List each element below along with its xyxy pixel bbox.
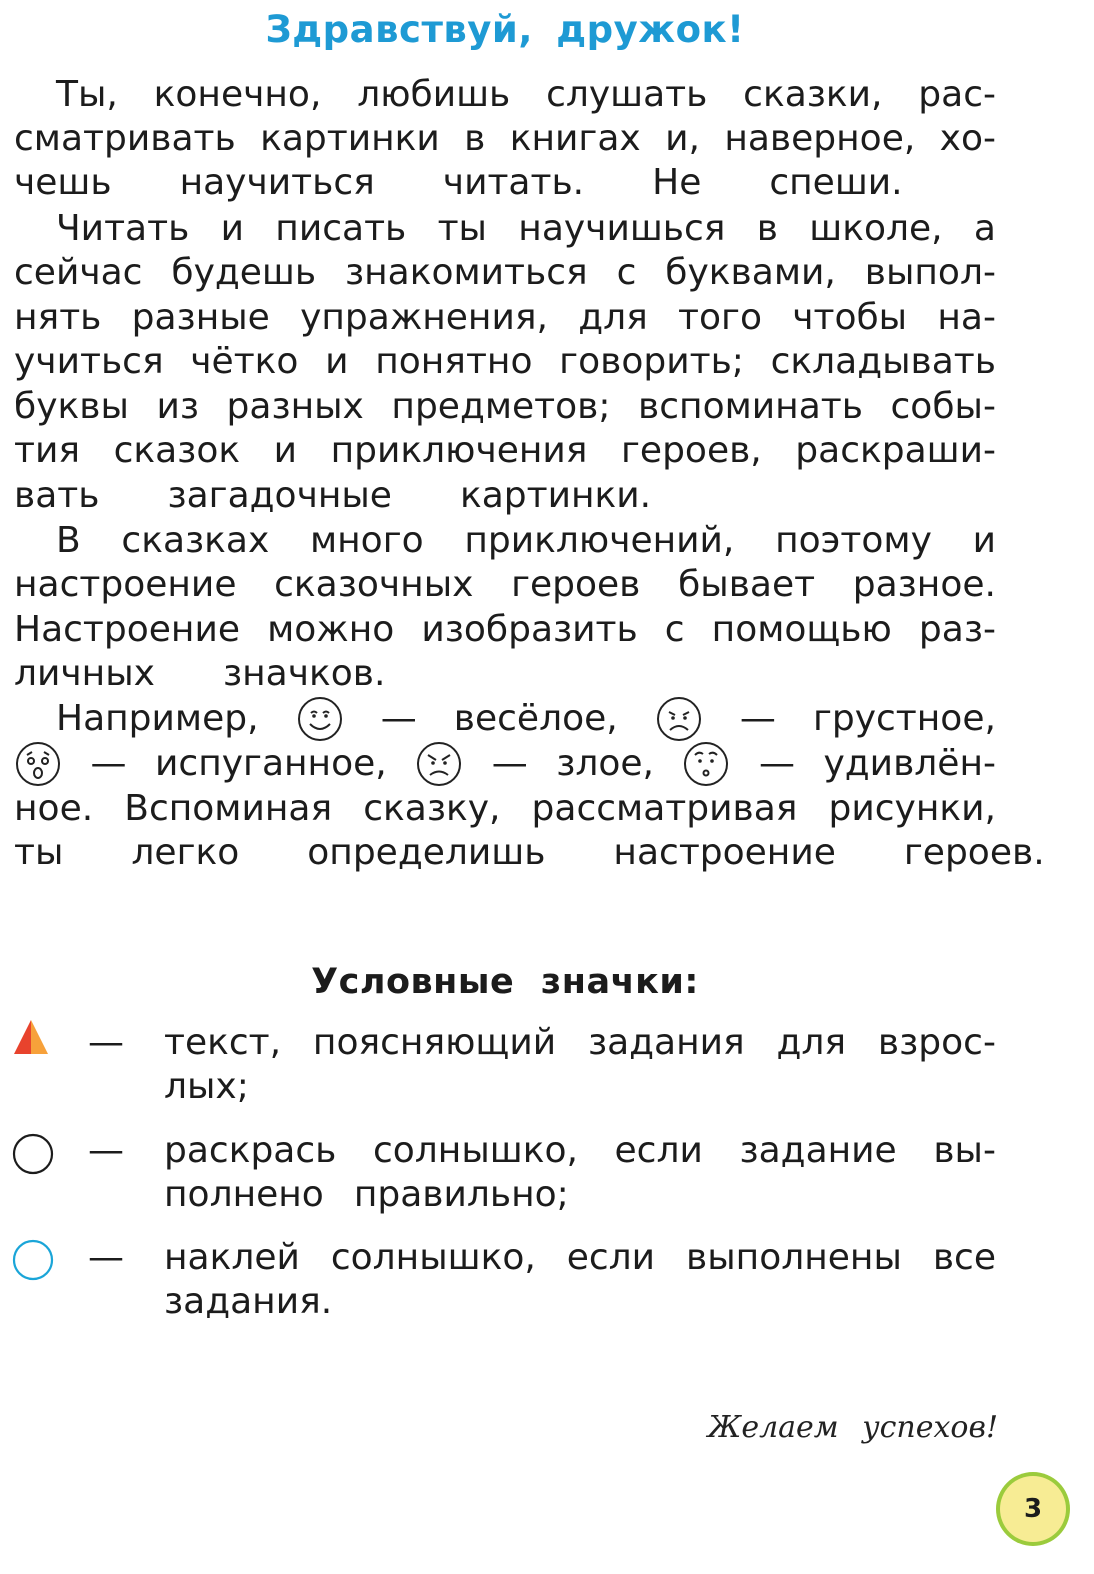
text-line: Ты, конечно, любишь слушать сказки, рас- [56, 74, 996, 115]
legend-item-text: лых; [164, 1066, 249, 1107]
legend-item-text: текст, поясняющий задания для взрос- [164, 1022, 996, 1063]
text-line: — испуганное, — злое, — удивлён- [14, 741, 996, 786]
text-line: буквы из разных предметов; вспоминать собы- [14, 386, 996, 427]
blue-circle-icon [12, 1239, 54, 1281]
text-line: сматривать картинки в книгах и, наверное, хо- [14, 118, 996, 159]
text-line: тия сказок и приключения героев, раскраши- [14, 430, 996, 471]
triangle-icon [12, 1018, 50, 1056]
text-line: Например, — весёлое, — грустное, [56, 696, 996, 741]
surprised-face-icon [682, 740, 730, 788]
page-number: 3 [1023, 1494, 1043, 1524]
legend-item-text: наклей солнышко, если выполнены все [164, 1237, 996, 1278]
page-title: Здравствуй, дружок! [265, 8, 745, 51]
legend-dash: — [88, 1022, 124, 1063]
text-line: Настроение можно изобразить с помощью раз- [14, 609, 996, 650]
closing-wish: Желаем успехов! [707, 1410, 998, 1445]
text-line: чешь научиться читать. Не спеши. [14, 162, 903, 203]
text-line: ты легко определишь настроение героев. [14, 832, 1045, 873]
text-line: сейчас будешь знакомиться с буквами, выпол- [14, 252, 996, 293]
sad-face-icon [655, 695, 703, 743]
text-line: личных значков. [14, 653, 386, 694]
legend-title: Условные значки: [311, 962, 699, 1002]
scared-face-icon [14, 740, 62, 788]
text-line: В сказках много приключений, поэтому и [56, 520, 996, 561]
happy-face-icon [296, 695, 344, 743]
text-line: настроение сказочных героев бывает разное. [14, 564, 996, 605]
legend-dash: — [88, 1130, 124, 1171]
legend-item-text: раскрась солнышко, если задание вы- [164, 1130, 996, 1171]
text-line: учиться чётко и понятно говорить; складывать [14, 341, 996, 382]
angry-face-icon [415, 740, 463, 788]
text-line: нять разные упражнения, для того чтобы на- [14, 297, 996, 338]
legend-dash: — [88, 1237, 124, 1278]
legend-item-text: полнено правильно; [164, 1174, 569, 1215]
text-line: Читать и писать ты научишься в школе, а [56, 208, 996, 249]
black-circle-icon [12, 1133, 54, 1175]
text-line: вать загадочные картинки. [14, 475, 652, 516]
text-line: ное. Вспоминая сказку, рассматривая рисунки, [14, 788, 996, 829]
legend-item-text: задания. [164, 1281, 333, 1322]
